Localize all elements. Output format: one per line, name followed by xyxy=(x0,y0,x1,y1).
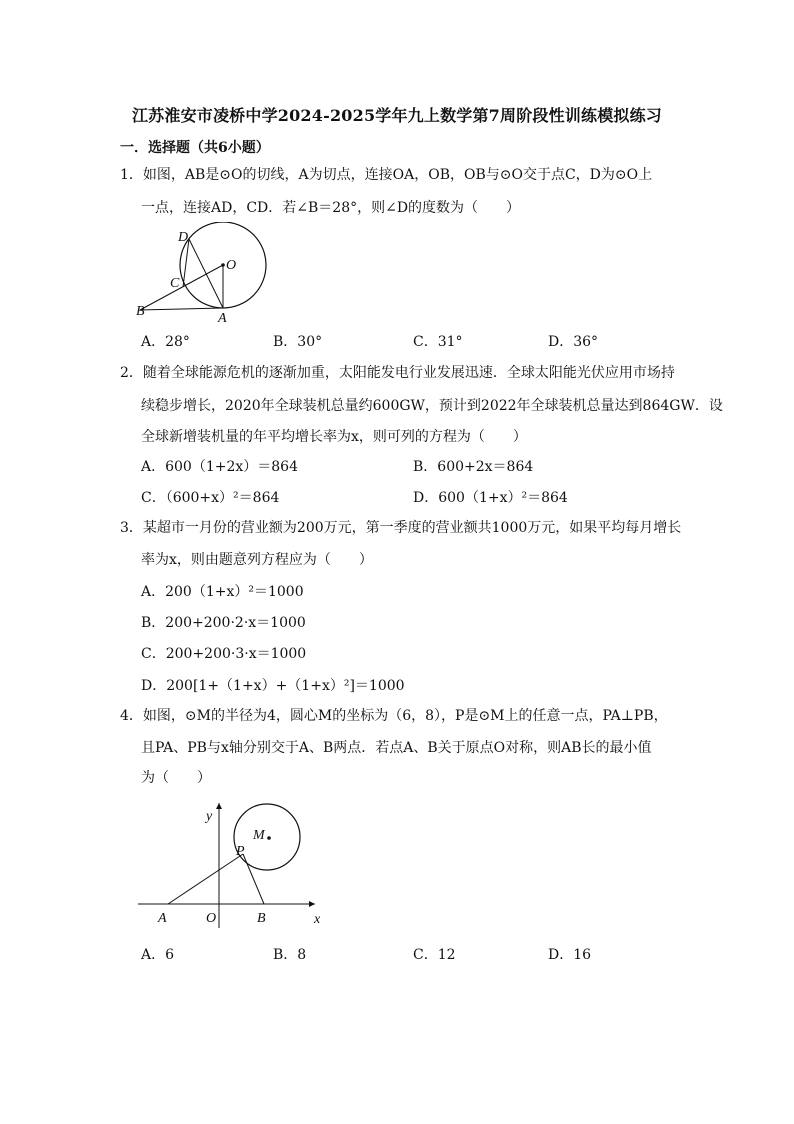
point-o xyxy=(221,263,225,267)
question-2-option-c[interactable]: C．（600+x）²＝864 xyxy=(141,490,280,506)
question-2-option-b[interactable]: B．600+2x＝864 xyxy=(413,459,534,475)
point-m xyxy=(267,836,271,840)
question-3-option-c[interactable]: C．200+200·3·x＝1000 xyxy=(141,646,307,662)
question-1-figure xyxy=(130,222,280,327)
label-a: A xyxy=(158,911,167,926)
label-b: B xyxy=(136,304,145,319)
label-p: P xyxy=(236,844,245,859)
question-3-line-2: 率为x，则由题意列方程应为（ ） xyxy=(141,552,373,568)
question-1-option-c[interactable]: C．31° xyxy=(413,334,463,350)
question-4-line-1: 4．如图，⊙M的半径为4，圆心M的坐标为（6，8），P是⊙M上的任意一点，PA⊥PB， xyxy=(120,708,668,724)
question-4-option-a[interactable]: A．6 xyxy=(141,947,175,963)
question-4-option-d[interactable]: D．16 xyxy=(548,947,592,963)
question-2-line-3: 全球新增装机量的年平均增长率为x，则可列的方程为（ ） xyxy=(141,429,527,445)
label-x: x xyxy=(314,912,321,927)
segment-bo xyxy=(140,265,223,310)
question-3-option-b[interactable]: B．200+200·2·x＝1000 xyxy=(141,615,306,631)
question-1-option-d[interactable]: D．36° xyxy=(548,334,599,350)
segment-ad xyxy=(189,239,223,308)
segment-pb xyxy=(243,854,264,904)
question-2-option-a[interactable]: A．600（1+2x）＝864 xyxy=(141,459,298,475)
section-header: 一．选择题（共6小题） xyxy=(120,140,270,156)
question-2-line-1: 2．随着全球能源危机的逐渐加重，太阳能发电行业发展迅速．全球太阳能光伏应用市场持 xyxy=(120,365,675,381)
question-4-figure xyxy=(130,798,335,933)
question-4-option-b[interactable]: B．8 xyxy=(273,947,307,963)
question-1-option-b[interactable]: B．30° xyxy=(273,334,323,350)
question-2-line-2: 续稳步增长，2020年全球装机总量约600GW，预计到2022年全球装机总量达到864GW．设 xyxy=(141,398,723,414)
label-d: D xyxy=(178,230,189,245)
question-2-option-d[interactable]: D．600（1+x）²＝864 xyxy=(413,490,568,506)
label-m: M xyxy=(253,828,265,843)
question-1-line-1: 1．如图，AB是⊙O的切线，A为切点，连接OA，OB，OB与⊙O交于点C，D为⊙O上 xyxy=(120,167,653,183)
label-y: y xyxy=(206,809,213,824)
segment-pa xyxy=(168,854,243,904)
question-3-line-1: 3．某超市一月份的营业额为200万元，第一季度的营业额共1000万元，如果平均每月增长 xyxy=(120,520,682,536)
segment-ab xyxy=(140,308,223,310)
question-3-option-d[interactable]: D．200[1+（1+x）+（1+x）²]＝1000 xyxy=(141,678,405,694)
question-4-option-c[interactable]: C．12 xyxy=(413,947,456,963)
question-3-option-a[interactable]: A．200（1+x）²＝1000 xyxy=(141,584,304,600)
label-c: C xyxy=(170,276,180,291)
label-o: O xyxy=(206,911,217,926)
label-o: O xyxy=(226,258,237,273)
question-4-line-2: 且PA、PB与x轴分别交于A、B两点．若点A、B关于原点O对称，则AB长的最小值 xyxy=(141,740,652,756)
circle-m xyxy=(234,804,300,870)
label-a: A xyxy=(218,311,227,326)
question-1-line-2: 一点，连接AD，CD．若∠B＝28°，则∠D的度数为（ ） xyxy=(141,200,521,216)
label-b: B xyxy=(257,911,266,926)
question-1-option-a[interactable]: A．28° xyxy=(141,334,190,350)
page-title: 江苏淮安市凌桥中学2024-2025学年九上数学第7周阶段性训练模拟练习 xyxy=(131,106,663,125)
question-4-line-3: 为（ ） xyxy=(141,770,211,786)
